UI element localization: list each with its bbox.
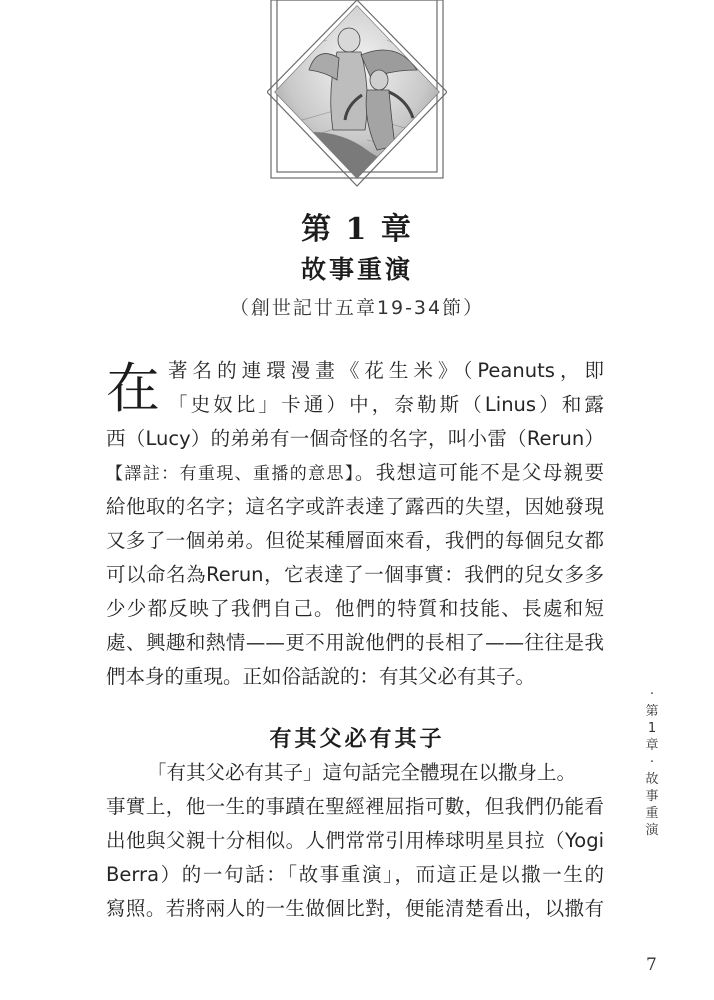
side-tab-char: 事 — [645, 789, 659, 804]
text-line: 少少都反映了我們自己。他們的特質和技能、長處和短 — [106, 597, 604, 620]
scripture-reference: （創世記廿五章19-34節） — [229, 297, 485, 319]
text-line: 可以命名為Rerun，它表達了一個事實：我們的兒女多多 — [106, 563, 604, 586]
page-number: 7 — [646, 955, 657, 975]
text-line: 給他取的名字；這名字或許表達了露西的失望，因她發現 — [106, 495, 604, 518]
engraving-scene — [267, 0, 447, 188]
side-tab-char: 1 — [647, 721, 657, 736]
chapter-side-tab — [640, 686, 664, 839]
section-heading: 有其父必有其子 — [269, 726, 445, 752]
side-tab-char: 重 — [645, 806, 659, 821]
text-segment: 。我想這可能不是父母親要 — [354, 461, 604, 484]
text-line: Berra）的一句話：「故事重演」，而這正是以撒一生的 — [106, 863, 604, 886]
side-tab-char: 第 — [645, 704, 659, 719]
text-line: 「史奴比」卡通）中，奈勒斯（Linus）和露 — [168, 393, 604, 416]
drop-cap: 在 — [106, 357, 160, 420]
chapter-title: 故事重演 — [300, 255, 413, 284]
text-line: 西（Lucy）的弟弟有一個奇怪的名字，叫小雷（Rerun） — [106, 427, 604, 450]
text-line: 又多了一個弟弟。但從某種層面來看，我們的每個兒女都 — [106, 529, 604, 552]
chapter-illustration — [267, 0, 447, 188]
side-tab-char: 演 — [645, 823, 659, 838]
side-tab-char: · — [649, 755, 655, 770]
text-line: 處、興趣和熱情——更不用說他們的長相了——往往是我 — [106, 631, 604, 654]
text-line: 「有其父必有其子」這句話完全體現在以撒身上。 — [147, 761, 577, 784]
side-tab-char: · — [649, 687, 655, 702]
translator-note: 【譯註：有重現、重播的意思】 — [106, 464, 355, 484]
text-line: 們本身的重現。正如俗話說的：有其父必有其子。 — [106, 665, 536, 688]
side-tab-char: 故 — [645, 772, 659, 787]
text-line: 事實上，他一生的事蹟在聖經裡屈指可數，但我們仍能看 — [106, 795, 604, 818]
paragraph-2 — [106, 756, 604, 926]
text-line: 出他與父親十分相似。人們常常引用棒球明星貝拉（Yogi — [106, 829, 604, 852]
text-line: 著名的連環漫畫《花生米》（Peanuts，即 — [168, 359, 604, 382]
text-line — [106, 456, 604, 490]
side-tab-char: 章 — [645, 738, 659, 753]
chapter-heading: 第 1 章 — [301, 212, 413, 247]
text-line: 寫照。若將兩人的一生做個比對，便能清楚看出，以撒有 — [106, 897, 604, 920]
paragraph-1 — [106, 354, 604, 694]
